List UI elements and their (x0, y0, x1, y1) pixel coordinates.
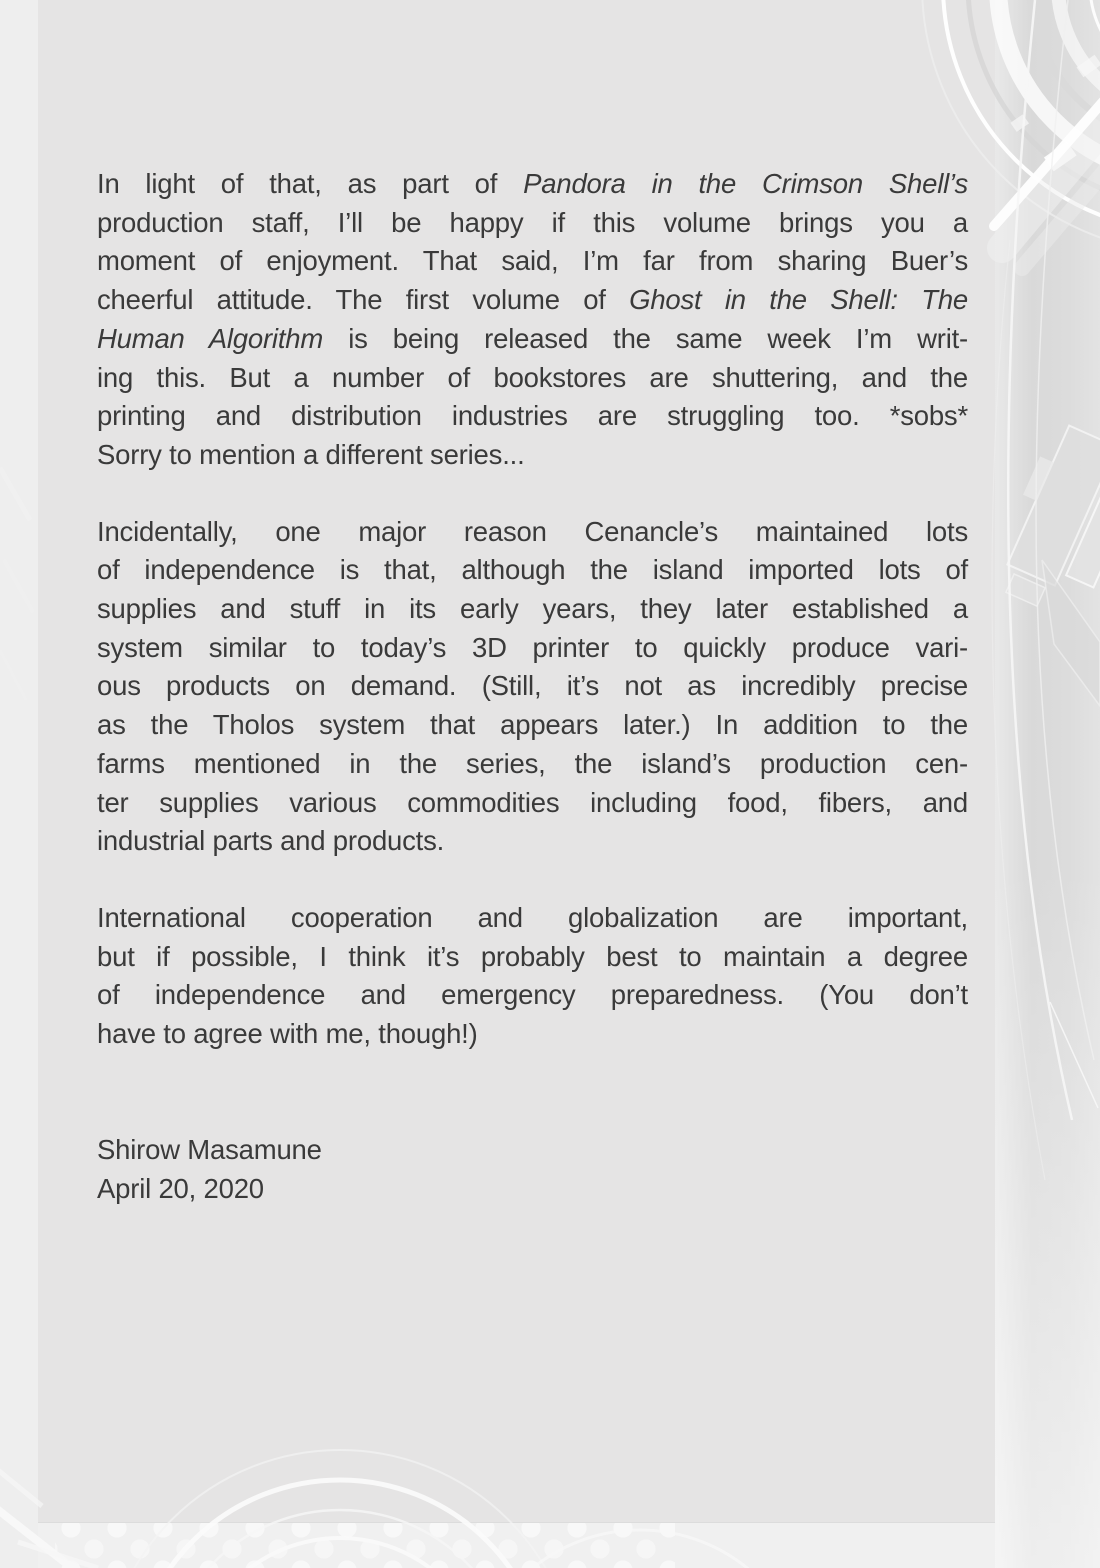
text-line (97, 976, 968, 1015)
text-line (97, 551, 968, 590)
text-line (97, 667, 968, 706)
book-title-italic: Pandora in the Crimson Shell’s (523, 168, 969, 199)
text-line (97, 1015, 968, 1054)
text-segment: have to agree with me, though!) (97, 1018, 478, 1050)
text-segment: industrial parts and products. (97, 825, 445, 857)
book-title-italic: Ghost in the Shell: The (629, 284, 969, 316)
author-name: Shirow Masamune (97, 1134, 322, 1165)
text-line (97, 590, 968, 629)
content-panel (38, 0, 995, 1523)
text-segment: of independence is that, although the island imported lots of (97, 554, 968, 586)
text-line (97, 242, 968, 281)
paragraph (97, 899, 968, 1054)
text-line (97, 784, 968, 823)
text-segment: production staff, I’ll be happy if this volume brings you a (97, 206, 968, 238)
text-segment: is being released the same week I’m writ- (323, 322, 968, 354)
text-line (97, 359, 968, 398)
text-segment: International cooperation and globalization are important, (97, 901, 968, 933)
text-segment: system similar to today’s 3D printer to quickly produce vari- (97, 631, 968, 663)
text-segment: ter supplies various commodities including food, fibers, and (97, 786, 968, 818)
text-line (97, 436, 968, 475)
text-segment: farms mentioned in the series, the island’s production cen- (97, 747, 968, 779)
text-segment: but if possible, I think it’s probably best to maintain a degree (97, 940, 968, 972)
page-left-margin (0, 0, 38, 1568)
text-segment: cheerful attitude. The first volume of (97, 284, 630, 316)
text-line (97, 281, 968, 320)
text-segment: as the Tholos system that appears later.) In addition to the (97, 709, 968, 741)
text-line (97, 938, 968, 977)
text-segment: ing this. But a number of bookstores are shuttering, and the (97, 361, 968, 393)
text-segment: ous products on demand. (Still, it’s not as incredibly precise (97, 670, 968, 702)
text-segment: In light of that, as part of (97, 168, 524, 199)
text-line (97, 822, 968, 861)
text-line (97, 629, 968, 668)
text-line (97, 320, 968, 359)
text-segment: Sorry to mention a different series... (97, 438, 525, 470)
text-line (97, 397, 968, 436)
text-segment: Incidentally, one major reason Cenancle’s maintained lots (97, 515, 968, 547)
paragraph (97, 513, 968, 861)
book-title-italic: Human Algorithm (97, 322, 324, 354)
text-segment: printing and distribution industries are struggling too. *sobs* (97, 400, 968, 432)
text-line (97, 899, 968, 938)
text-line (97, 706, 968, 745)
text-line (97, 745, 968, 784)
paragraph (97, 165, 968, 475)
text-line (97, 513, 968, 552)
text-segment: of independence and emergency preparedness. (You don’t (97, 979, 968, 1011)
text-line (97, 165, 968, 204)
signature-date: April 20, 2020 (97, 1172, 264, 1204)
text-line (97, 204, 968, 243)
text-segment: moment of enjoyment. That said, I’m far from sharing Buer’s (97, 245, 968, 277)
afterword-text (97, 165, 968, 1054)
page-right-strip (995, 0, 1100, 1568)
text-segment: supplies and stuff in its early years, they later established a (97, 593, 968, 625)
signature-block (97, 1131, 322, 1208)
